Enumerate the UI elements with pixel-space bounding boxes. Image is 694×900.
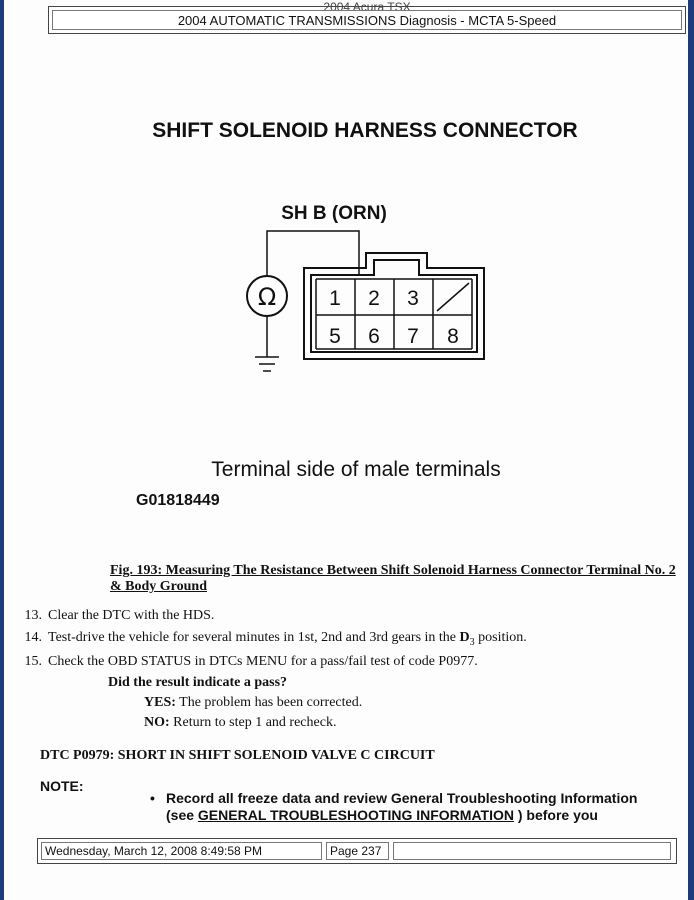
yes-text: The problem has been corrected. bbox=[175, 695, 363, 710]
figure-heading: SHIFT SOLENOID HARNESS CONNECTOR bbox=[152, 119, 578, 142]
terminal-2: 2 bbox=[368, 287, 380, 310]
ohmmeter-icon bbox=[247, 276, 287, 316]
page-footer bbox=[37, 838, 677, 864]
terminal-3: 3 bbox=[407, 287, 419, 310]
terminal-1: 1 bbox=[329, 287, 341, 310]
note-text-before: Record all freeze data and review General Troubleshooting Information (see bbox=[166, 790, 638, 823]
range-letter: D bbox=[459, 630, 470, 645]
yes-label: YES: bbox=[144, 695, 176, 710]
terminal-7: 7 bbox=[407, 325, 419, 348]
note-text bbox=[166, 790, 666, 824]
window-edge bbox=[688, 0, 694, 900]
step-number: 15. bbox=[24, 654, 42, 669]
ohm-symbol: Ω bbox=[257, 283, 277, 311]
step-text: Check the OBD STATUS in DTCs MENU for a pass/fail test of code P0977. bbox=[48, 654, 478, 669]
step-number: 14. bbox=[24, 630, 42, 645]
terminal-side-label: Terminal side of male terminals bbox=[211, 458, 501, 481]
figure-caption: Fig. 193: Measuring The Resistance Between Shift Solenoid Harness Connector Terminal No. 2 & Body Ground bbox=[110, 563, 676, 594]
range-number: 3 bbox=[469, 636, 475, 648]
step-text bbox=[48, 630, 527, 651]
terminal-8: 8 bbox=[447, 325, 459, 348]
blank-terminal-slash bbox=[437, 283, 469, 311]
ground-icon bbox=[255, 357, 279, 371]
bullet-icon: • bbox=[150, 790, 155, 806]
footer-datetime: Wednesday, March 12, 2008 8:49:58 PM bbox=[41, 842, 322, 860]
no-label: NO: bbox=[144, 715, 170, 730]
step-text: Clear the DTC with the HDS. bbox=[48, 608, 215, 623]
no-text: Return to step 1 and recheck. bbox=[169, 715, 337, 730]
dtc-title: DTC P0979: SHORT IN SHIFT SOLENOID VALVE C CIRCUIT bbox=[40, 748, 435, 763]
troubleshooting-link[interactable]: GENERAL TROUBLESHOOTING INFORMATION bbox=[197, 807, 514, 823]
document-page bbox=[4, 0, 688, 900]
yes-answer bbox=[144, 695, 362, 711]
figure-code: G01818449 bbox=[136, 492, 220, 509]
wire-label: SH B (ORN) bbox=[281, 203, 387, 224]
note-label: NOTE: bbox=[40, 778, 84, 794]
header-title: 2004 AUTOMATIC TRANSMISSIONS Diagnosis - MCTA 5-Speed bbox=[52, 10, 682, 30]
footer-page-number: Page 237 bbox=[326, 842, 389, 860]
terminal-5: 5 bbox=[329, 325, 341, 348]
terminal-6: 6 bbox=[368, 325, 380, 348]
connector-diagram bbox=[4, 0, 688, 540]
footer-empty-cell bbox=[393, 842, 671, 860]
step-text-pre: Test-drive the vehicle for several minutes in 1st, 2nd and 3rd gears in the bbox=[48, 630, 460, 645]
note-text-after: ) before you bbox=[513, 807, 598, 823]
step-text-post: position. bbox=[474, 630, 527, 645]
result-question: Did the result indicate a pass? bbox=[108, 675, 288, 690]
no-answer bbox=[144, 715, 336, 731]
step-number: 13. bbox=[24, 608, 42, 623]
header-cut-text: 2004 Acura TSX bbox=[323, 0, 411, 14]
